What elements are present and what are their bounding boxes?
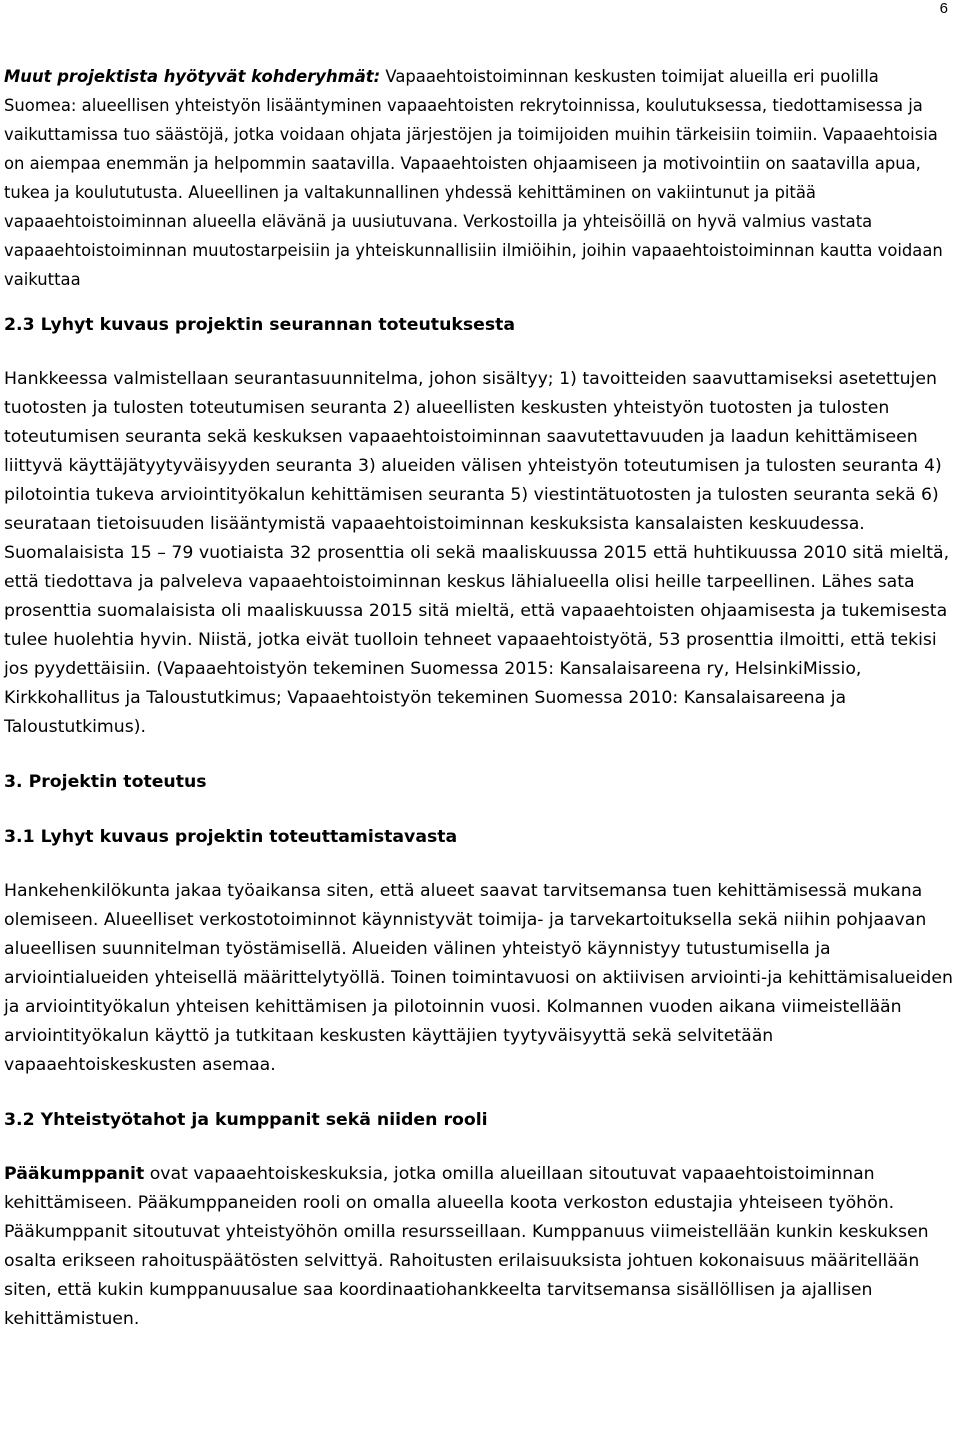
section-3-2-heading: 3.2 Yhteistyötahot ja kumppanit sekä niiden rooli [4,1110,488,1130]
section-3-heading: 3. Projektin toteutus [4,772,207,792]
section-3-1-body: Hankehenkilökunta jakaa työaikansa siten, että alueet saavat tarvitsemansa tuen kehittämisessä mukana olemiseen. Alueelliset verkostotoiminnot käynnistyvät toimija- ja tarvekartoituksella sekä niihin pohjaavan alueellisen suunnitelman työstämisellä. Alueiden välinen yhteistyö käynnistyy tutustumisella ja arviointialueiden yhteisellä määrittelytyöllä. Toinen toimintavuosi on aktiivisen arviointi-ja kehittämisalueiden ja arviointityökalun yhteisen kehittämisen ja pilotoinnin vuosi. Kolmannen vuoden aikana viimeistellään arviointityökalun käyttö ja tutkitaan keskusten käyttäjien tyytyväisyyttä sekä selvitetään vapaaehtoiskeskusten asemaa. [4,881,953,1075]
page-number: 6 [939,0,948,17]
section-3-1-heading: 3.1 Lyhyt kuvaus projektin toteuttamistavasta [4,827,458,847]
intro-text: Vapaaehtoistoiminnan keskusten toimijat alueilla eri puolilla Suomea: alueellisen yhteistyön lisääntyminen vapaaehtoisten rekrytoinnissa, koulutuksessa, tiedottamisessa ja vaikuttamissa tuo säästöjä, jotka voidaan ohjata järjestöjen ja toimijoiden muihin tärkeisiin toimiin. Vapaaehtoisia on aiempaa enemmän ja helpommin saatavilla. Vapaaehtoisten ohjaamiseen ja motivointiin on saatavilla apua, tukea ja koulututusta. Alueellinen ja valtakunnallinen yhdessä kehittäminen on vakiintunut ja pitää vapaaehtoistoiminnan alueella elävänä ja uusiutuvana. Verkostoilla ja yhteisöillä on hyvä valmius vastata vapaaehtoistoiminnan muutostarpeisiin ja yhteiskunnallisiin ilmiöihin, joihin vapaaehtoistoiminnan kautta voidaan vaikuttaa [4,67,943,289]
document-body [4,62,956,1334]
partners-lead: Pääkumppanit [4,1164,145,1184]
section-3-2-body [4,1160,956,1334]
partners-text: ovat vapaaehtoiskeskuksia, jotka omilla alueillaan sitoutuvat vapaaehtoistoiminnan kehittämiseen. Pääkumppaneiden rooli on omalla alueella koota verkoston edustajia yhteiseen työhön. Pääkumppanit sitoutuvat yhteistyöhön omilla resursseillaan. Kumppanuus viimeistellään kunkin keskuksen osalta erikseen rahoituspäätösten selvittyä. Rahoitusten erilaisuuksista johtuen kokonaisuus määritellään siten, että kukin kumppanuusalue saa koordinaatiohankkeelta tarvitsemansa sisällöllisen ja ajallisen kehittämistuen. [4,1164,929,1329]
section-2-3-body: Hankkeessa valmistellaan seurantasuunnitelma, johon sisältyy; 1) tavoitteiden saavuttamiseksi asetettujen tuotosten ja tulosten toteutumisen seuranta 2) alueellisten keskusten yhteistyön tuotosten ja tulosten toteutumisen seuranta sekä keskuksen vapaaehtoistoiminnan saavutettavuuden ja laadun kehittämiseen liittyvä käyttäjätyytyväisyyden seuranta 3) alueiden välisen yhteistyön toteutumisen ja tulosten seuranta 4) pilotointia tukeva arviointityökalun kehittämisen seuranta 5) viestintätuotosten ja tulosten seuranta sekä 6) seurataan tietoisuuden lisääntymistä vapaaehtoistoiminnan keskuksista kansalaisten keskuudessa. Suomalaisista 15 – 79 vuotiaista 32 prosenttia oli sekä maaliskuussa 2015 että huhtikuussa 2010 sitä mieltä, että tiedottava ja palveleva vapaaehtoistoiminnan keskus lähialueella olisi heille tarpeellinen. Lähes sata prosenttia suomalaisista oli maaliskuussa 2015 sitä mieltä, että vapaaehtoisten ohjaamisesta ja tukemisesta tulee huolehtia hyvin. Niistä, jotka eivät tuolloin tehneet vapaaehtoistyötä, 53 prosenttia ilmoitti, että tekisi jos pyydettäisiin. (Vapaaehtoistyön tekeminen Suomessa 2015: Kansalaisareena ry, HelsinkiMissio, Kirkkohallitus ja Taloustutkimus; Vapaaehtoistyön tekeminen Suomessa 2010: Kansalaisareena ja Taloustutkimus). [4,369,950,737]
section-2-3-heading: 2.3 Lyhyt kuvaus projektin seurannan toteutuksesta [4,315,516,335]
intro-lead: Muut projektista hyötyvät kohderyhmät: [4,67,381,86]
intro-paragraph [4,62,956,294]
